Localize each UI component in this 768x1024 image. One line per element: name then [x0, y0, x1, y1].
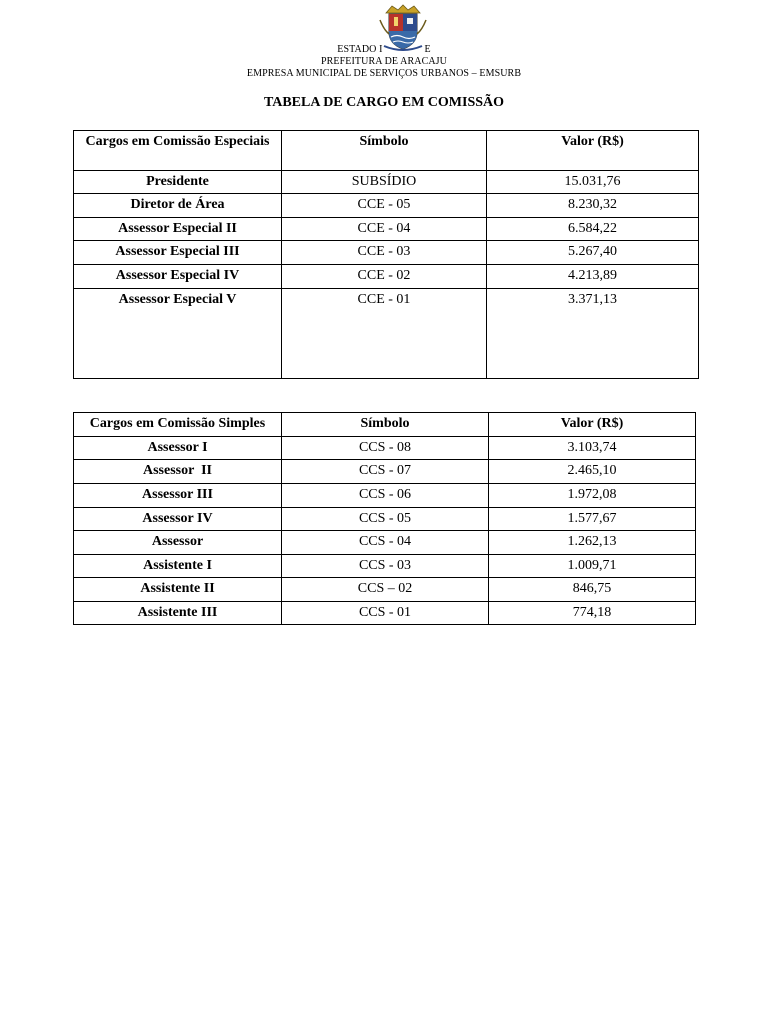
- cell-cargo: Assistente III: [74, 602, 282, 625]
- table-row: [74, 578, 696, 602]
- column-header-valor: Valor (R$): [487, 131, 699, 171]
- cell-simbolo: CCS - 06: [282, 484, 489, 508]
- cell-simbolo: CCS - 08: [282, 437, 489, 460]
- cell-simbolo: CCE - 04: [282, 218, 487, 241]
- cell-cargo: Assessor IV: [74, 508, 282, 531]
- cell-simbolo: CCE - 03: [282, 241, 487, 265]
- table-cargos-simples: [73, 412, 696, 625]
- cell-valor: 8.230,32: [487, 194, 699, 218]
- page-title: TABELA DE CARGO EM COMISSÃO: [263, 95, 505, 110]
- table-row: [74, 265, 699, 289]
- cell-cargo: Assessor Especial IV: [74, 265, 282, 289]
- cell-simbolo: CCS - 03: [282, 555, 489, 578]
- cell-valor: 846,75: [489, 578, 696, 602]
- cell-valor: 15.031,76: [487, 171, 699, 194]
- table-row: [74, 218, 699, 241]
- cell-simbolo: SUBSÍDIO: [282, 171, 487, 194]
- cell-cargo: Assessor II: [74, 460, 282, 484]
- cell-simbolo: CCS - 05: [282, 508, 489, 531]
- column-header-valor: Valor (R$): [489, 413, 696, 437]
- cell-cargo: Assessor III: [74, 484, 282, 508]
- table-row: [74, 531, 696, 555]
- header-estado-right: E: [424, 44, 431, 55]
- cell-valor: 1.009,71: [489, 555, 696, 578]
- column-header-simbolo: Símbolo: [282, 413, 489, 437]
- cell-simbolo: CCS – 02: [282, 578, 489, 602]
- header-prefeitura: PREFEITURA DE ARACAJU: [320, 56, 447, 67]
- column-header-simbolo: Símbolo: [282, 131, 487, 171]
- table-header-row: [74, 131, 699, 171]
- cell-cargo: Assessor Especial III: [74, 241, 282, 265]
- column-header-cargo: Cargos em Comissão Especiais: [74, 131, 282, 171]
- cell-valor: 6.584,22: [487, 218, 699, 241]
- table-row: [74, 194, 699, 218]
- table-cargos-especiais: [73, 130, 699, 379]
- cell-simbolo: CCS - 07: [282, 460, 489, 484]
- cell-valor: 1.577,67: [489, 508, 696, 531]
- cell-valor: 1.262,13: [489, 531, 696, 555]
- table-row: [74, 171, 699, 194]
- cell-valor: 5.267,40: [487, 241, 699, 265]
- table-header-row: [74, 413, 696, 437]
- cell-cargo: Assessor I: [74, 437, 282, 460]
- cell-cargo: Diretor de Área: [74, 194, 282, 218]
- table-row: [74, 555, 696, 578]
- cell-cargo: Assessor: [74, 531, 282, 555]
- cell-cargo: Assistente II: [74, 578, 282, 602]
- cell-simbolo: CCS - 01: [282, 602, 489, 625]
- column-header-cargo: Cargos em Comissão Simples: [74, 413, 282, 437]
- cell-valor: 3.371,13: [487, 289, 699, 379]
- cell-cargo: Assessor Especial V: [74, 289, 282, 379]
- cell-valor: 4.213,89: [487, 265, 699, 289]
- cell-simbolo: CCE - 02: [282, 265, 487, 289]
- cell-simbolo: CCE - 05: [282, 194, 487, 218]
- cell-valor: 1.972,08: [489, 484, 696, 508]
- cell-simbolo: CCS - 04: [282, 531, 489, 555]
- table-row: [74, 241, 699, 265]
- header-empresa: EMPRESA MUNICIPAL DE SERVIÇOS URBANOS – EMSURB: [246, 68, 522, 79]
- cell-cargo: Presidente: [74, 171, 282, 194]
- cell-valor: 774,18: [489, 602, 696, 625]
- header-estado-left: ESTADO I: [337, 44, 383, 55]
- cell-valor: 2.465,10: [489, 460, 696, 484]
- table-row: [74, 508, 696, 531]
- cell-cargo: Assistente I: [74, 555, 282, 578]
- table-row: [74, 602, 696, 625]
- cell-cargo: Assessor Especial II: [74, 218, 282, 241]
- table-row: [74, 460, 696, 484]
- table-row: [74, 289, 699, 379]
- table-row: [74, 484, 696, 508]
- cell-simbolo: CCE - 01: [282, 289, 487, 379]
- header-estado: [0, 44, 768, 56]
- table-row: [74, 437, 696, 460]
- cell-valor: 3.103,74: [489, 437, 696, 460]
